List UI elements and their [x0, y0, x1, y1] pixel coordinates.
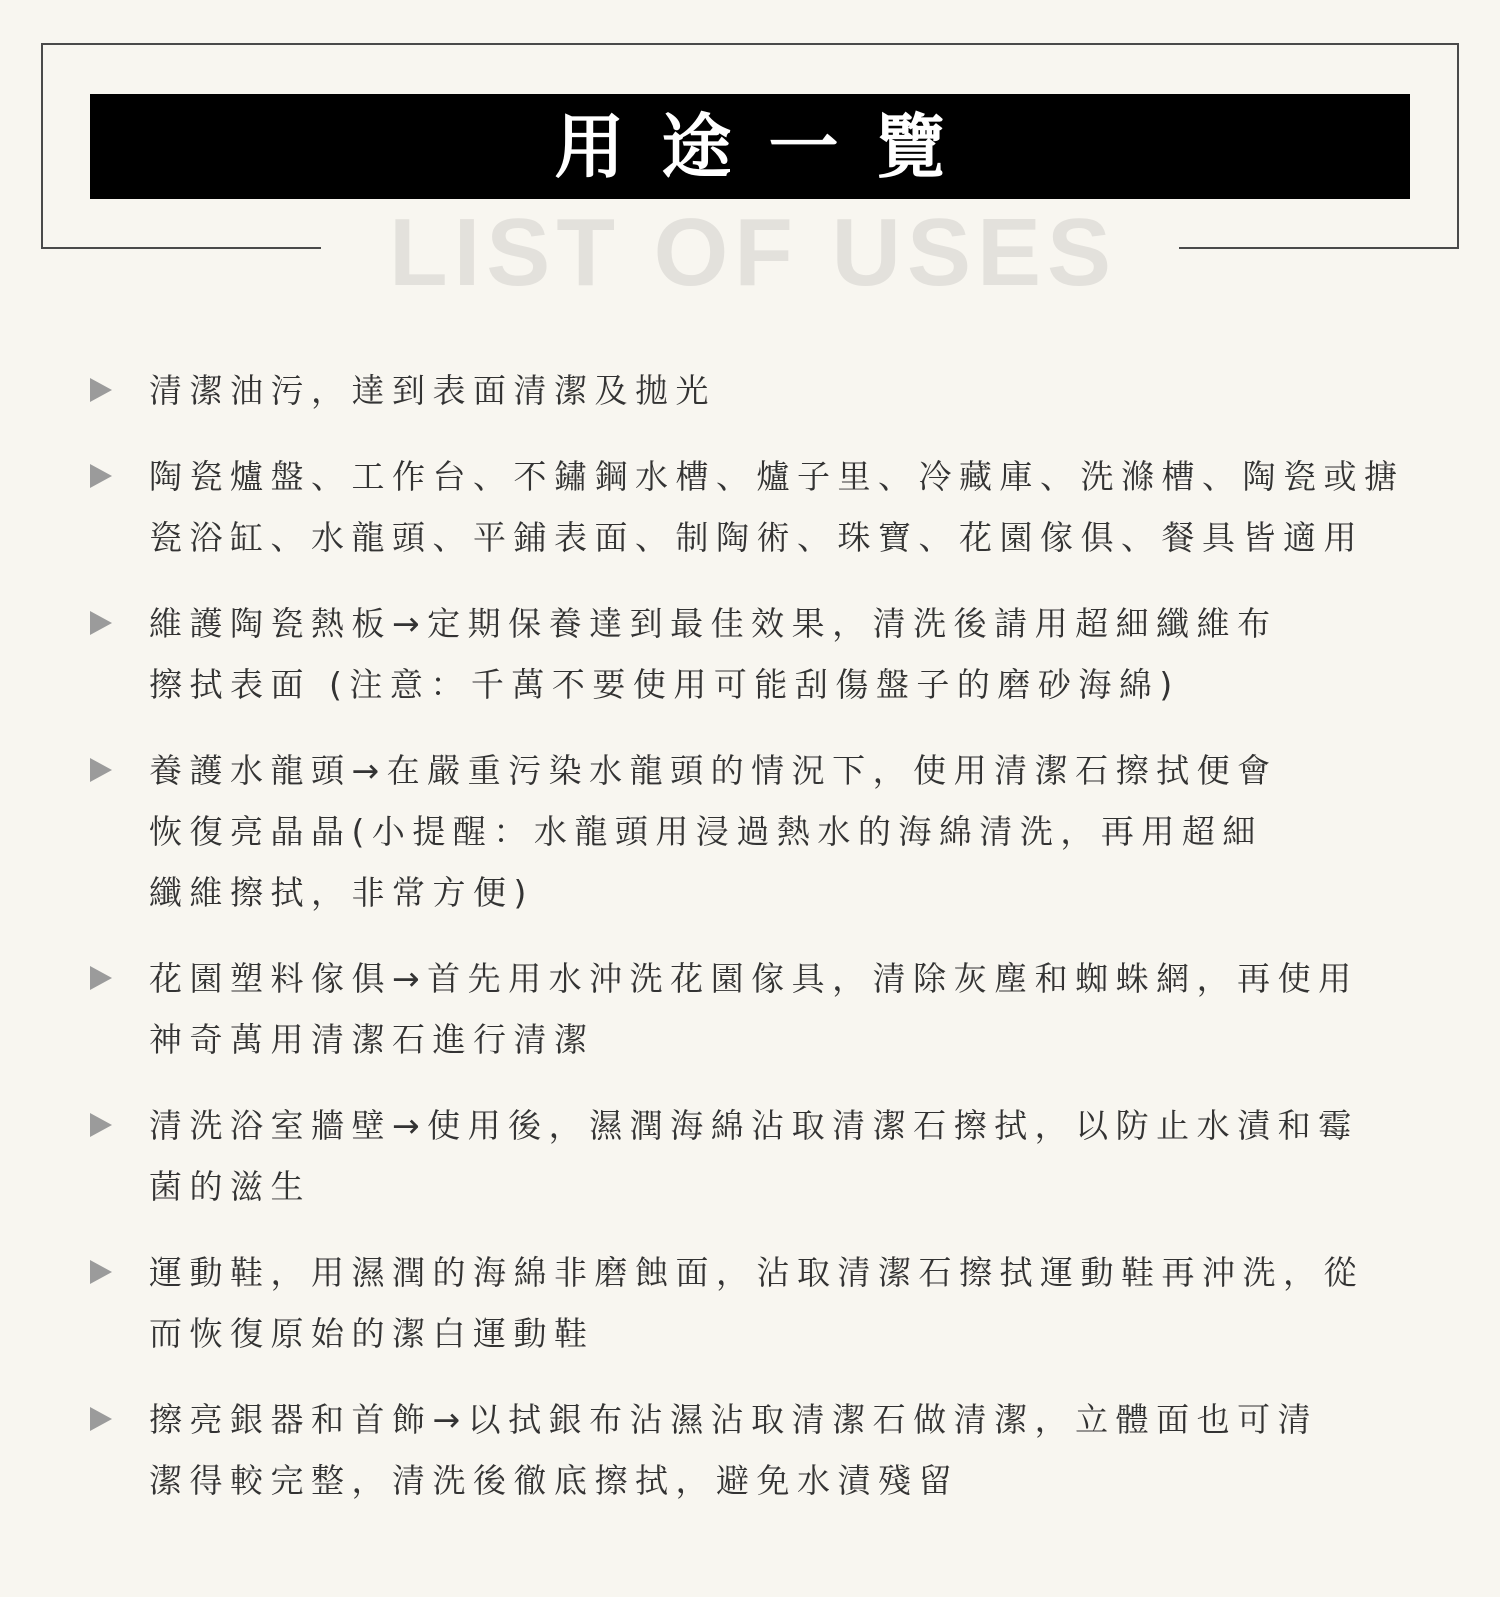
list-item — [90, 1242, 1460, 1364]
triangle-bullet-icon — [90, 758, 112, 782]
list-item-line: 清潔油污，達到表面清潔及拋光 — [149, 371, 716, 410]
list-item-text — [149, 948, 1359, 1070]
list-item-line: 神奇萬用清潔石進行清潔 — [149, 1020, 595, 1059]
triangle-bullet-icon — [90, 464, 112, 488]
list-item-text — [149, 740, 1278, 923]
list-item-line: 纖維擦拭，非常方便) — [149, 873, 534, 912]
triangle-bullet-icon — [90, 378, 112, 402]
list-item — [90, 360, 1460, 421]
list-item — [90, 948, 1460, 1070]
list-item-line: 運動鞋，用濕潤的海綿非磨蝕面，沾取清潔石擦拭運動鞋再沖洗，從 — [149, 1253, 1364, 1292]
list-item-text — [149, 1242, 1364, 1364]
list-item-line: 陶瓷爐盤、工作台、不鏽鋼水槽、爐子里、冷藏庫、洗滌槽、陶瓷或搪 — [149, 457, 1405, 496]
list-item-line: 養護水龍頭→在嚴重污染水龍頭的情況下，使用清潔石擦拭便會 — [149, 751, 1278, 790]
list-item — [90, 593, 1460, 715]
triangle-bullet-icon — [90, 611, 112, 635]
list-item-text — [149, 360, 716, 421]
list-item-line: 維護陶瓷熱板→定期保養達到最佳效果，清洗後請用超細纖維布 — [149, 604, 1278, 643]
title-bar — [90, 94, 1410, 199]
page-title: 用途一覽 — [554, 105, 983, 188]
list-item-line: 擦亮銀器和首飾→以拭銀布沾濕沾取清潔石做清潔，立體面也可清 — [149, 1400, 1319, 1439]
list-item-text — [149, 1095, 1359, 1217]
triangle-bullet-icon — [90, 966, 112, 990]
list-item — [90, 740, 1460, 923]
list-item-text — [149, 593, 1278, 715]
list-item-line: 清洗浴室牆壁→使用後，濕潤海綿沾取清潔石擦拭，以防止水漬和霉 — [149, 1106, 1359, 1145]
list-item — [90, 1095, 1460, 1217]
page-subtitle: LIST OF USES — [388, 199, 1118, 306]
triangle-bullet-icon — [90, 1407, 112, 1431]
list-item-line: 而恢復原始的潔白運動鞋 — [149, 1314, 595, 1353]
list-item-line: 潔得較完整，清洗後徹底擦拭，避免水漬殘留 — [149, 1461, 959, 1500]
list-item-line: 恢復亮晶晶(小提醒：水龍頭用浸過熱水的海綿清洗，再用超細 — [149, 812, 1263, 851]
triangle-bullet-icon — [90, 1113, 112, 1137]
list-item-line: 瓷浴缸、水龍頭、平鋪表面、制陶術、珠寶、花園傢俱、餐具皆適用 — [149, 518, 1364, 557]
list-item-line: 花園塑料傢俱→首先用水沖洗花園傢具，清除灰塵和蜘蛛網，再使用 — [149, 959, 1359, 998]
list-item — [90, 446, 1460, 568]
list-item-text — [149, 446, 1405, 568]
list-item-line: 菌的滋生 — [149, 1167, 311, 1206]
list-item-line: 擦拭表面 (注意：千萬不要使用可能刮傷盤子的磨砂海綿) — [149, 665, 1180, 704]
triangle-bullet-icon — [90, 1260, 112, 1284]
list-item — [90, 1389, 1460, 1511]
list-item-text — [149, 1389, 1318, 1511]
uses-list — [90, 360, 1460, 1511]
